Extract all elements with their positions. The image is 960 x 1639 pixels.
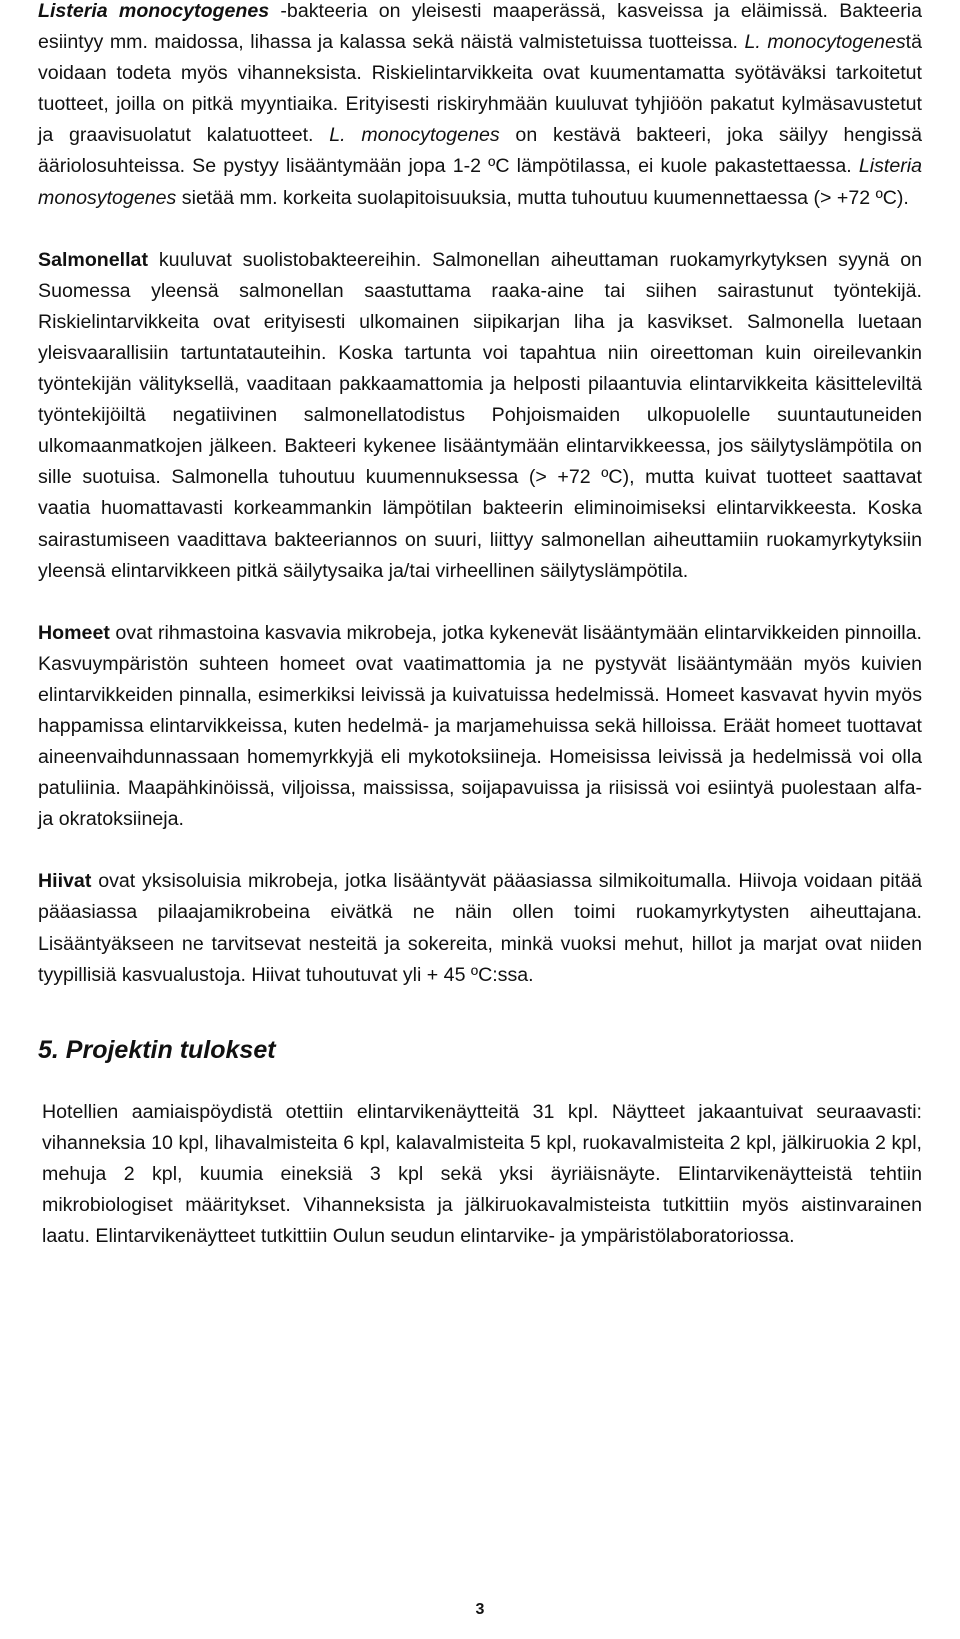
listeria-run-4: L. monocytogenes [329, 124, 500, 147]
salmonella-paragraph [38, 245, 922, 587]
listeria-run-7: sietää mm. korkeita suolapitoisuuksia, mutta tuhoutuu kuumennettaessa (> +72 ºC). [176, 186, 909, 209]
hiivat-run-1: ovat yksisoluisia mikrobeja, jotka lisääntyvät pääasiassa silmikoitumalla. Hiivoja voidaan pitää pääasiassa pilaajamikrobeina eivätkä ne näin ollen toimi ruokamyrkytysten aiheuttajana. Lisääntyäkseen ne tarvitsevat nesteitä ja sokereita, minkä vuoksi mehut, hillot ja marjat ovat niiden tyypillisiä kasvualustoja. Hiivat tuhoutuvat yli + 45 ºC:ssa. [38, 870, 922, 986]
hiivat-paragraph [38, 866, 922, 990]
listeria-run-6: Listeria monosytogenes [38, 155, 922, 209]
listeria-run-2: L. monocytogenes [744, 31, 906, 54]
listeria-run-5: on kestävä bakteeri, joka säilyy hengissä ääriolosuhteissa. Se pystyy lisääntymään jopa 1-2 ºC lämpötilassa, ei kuole pakastettaessa. [38, 124, 922, 178]
listeria-run-1: -bakteeria on yleisesti maaperässä, kasveissa ja eläimissä. Bakteeria esiintyy mm. maidossa, lihassa ja kalassa sekä näistä valmistetuissa tuotteissa. [38, 0, 923, 54]
page-number: 3 [475, 1601, 485, 1618]
homeet-paragraph [38, 618, 922, 836]
salmonella-run-1: kuuluvat suolistobakteereihin. Salmonellan aiheuttaman ruokamyrkytyksen syynä on Suomessa yleensä salmonellan saastuttama raaka-aine tai siihen sairastunut työntekijä. Riskielintarvikkeita ovat erityisesti ulkomainen siipikarjan liha ja kasvikset. Salmonella luetaan yleisvaarallisiin tartuntatauteihin. Koska tartunta voi tapahtua niin oireettoman kuin oireilevankin työntekijän välityksellä, vaaditaan pakkaamattomia ja helposti pilaantuvia elintarvikkeita käsitteleviltä työntekijöiltä negatiivinen salmonellatodistus Pohjoismaiden ulkopuolelle suuntautuneiden ulkomaanmatkojen jälkeen. Bakteeri kykenee lisääntymään elintarvikkeessa, jos säilytyslämpötila on sille suotuisa. Salmonella tuhoutuu kuumennuksessa (> +72 ºC), mutta kuivat tuotteet saattavat vaatia huomattavasti korkeammankin lämpötilan bakteerin eliminoimiseksi elintarvikkeesta. Koska sairastumiseen vaadittava bakteeriannos on suuri, liittyy salmonellan aiheuttamiin ruokamyrkytyksiin yleensä elintarvikkeen pitkä säilytysaika ja/tai virheellinen säilytyslämpötila. [38, 248, 922, 582]
results-paragraph: Hotellien aamiaispöydistä otettiin elintarvikenäytteitä 31 kpl. Näytteet jakaantuivat seuraavasti: vihanneksia 10 kpl, lihavalmisteita 6 kpl, kalavalmisteita 5 kpl, ruokavalmisteita 2 kpl, jälkiruokia 2 kpl, mehuja 2 kpl, kuumia eineksiä 3 kpl sekä yksi äyriäisnäyte. Elintarvikenäytteistä tehtiin mikrobiologiset määritykset. Vihanneksista ja jälkiruokavalmisteista tutkittiin myös aistinvarainen laatu. Elintarvikenäytteet tutkittiin Oulun seudun elintarvike- ja ympäristölaboratoriossa. [42, 1100, 922, 1248]
listeria-run-0: Listeria monocytogenes [38, 0, 270, 22]
document-page [38, 0, 922, 1252]
hiivat-run-0: Hiivat [38, 870, 92, 893]
homeet-run-0: Homeet [38, 621, 110, 644]
salmonella-run-0: Salmonellat [38, 248, 148, 271]
listeria-paragraph [38, 0, 922, 214]
listeria-run-3: tä voidaan todeta myös vihanneksista. Riskielintarvikkeita ovat kuumentamatta syötäväksi tarkoitetut tuotteet, joilla on pitkä myyntiaika. Erityisesti riskiryhmään kuuluvat tyhjiöön pakatut kylmäsavustetut ja graavisuolatut kalatuotteet. [38, 31, 922, 147]
homeet-run-1: ovat rihmastoina kasvavia mikrobeja, jotka kykenevät lisääntymään elintarvikkeiden pinnoilla. Kasvuympäristön suhteen homeet ovat vaatimattomia ja ne pystyvät lisääntymään myös kuivien elintarvikkeiden pinnalla, esimerkiksi leivissä ja kuivatuissa hedelmissä. Homeet kasvavat hyvin myös happamissa elintarvikkeissa, kuten hedelmä- ja marjamehuissa sekä hilloissa. Eräät homeet tuottavat aineenvaihdunnassaan homemyrkkyjä eli mykotoksiineja. Homeisissa leivissä ja hedelmissä voi olla patuliinia. Maapähkinöissä, viljoissa, maississa, soijapavuissa ja riisissä voi esiintyä puolestaan alfa- ja okratoksiineja. [38, 621, 922, 831]
section-heading: 5. Projektin tulokset [38, 1035, 276, 1064]
